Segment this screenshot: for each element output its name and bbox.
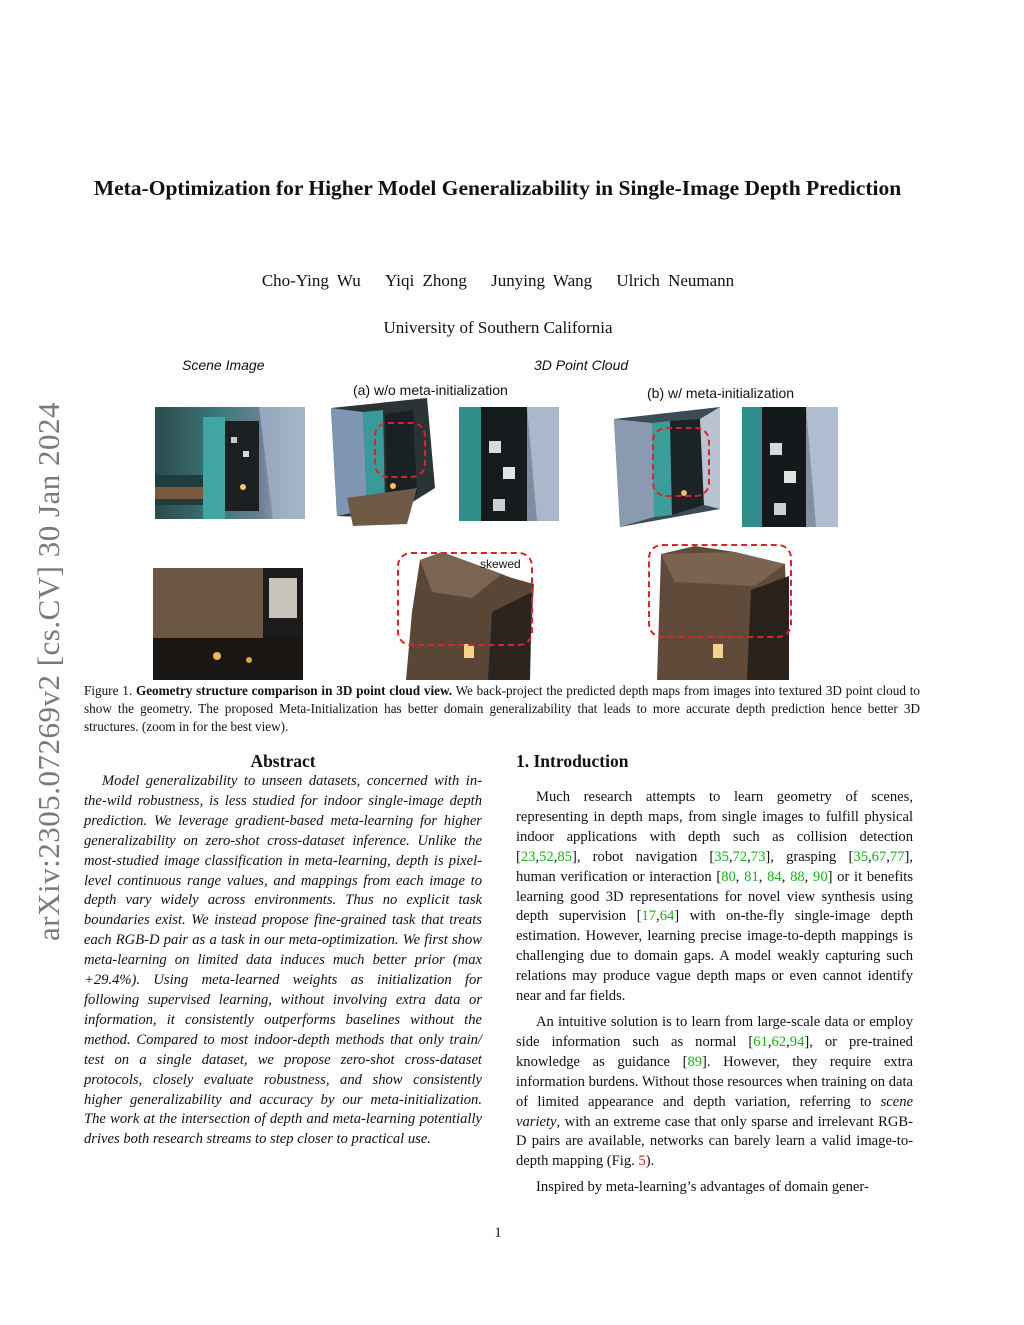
highlight-box-a-1: [374, 422, 426, 478]
citation-link[interactable]: 17: [641, 908, 657, 925]
citation-link[interactable]: 88: [790, 868, 805, 885]
intro-paragraph-3: Inspired by meta-learning’s advantages of domain gener-: [536, 1179, 869, 1196]
scene-image-2: [153, 568, 303, 680]
citation-link[interactable]: 90: [813, 868, 828, 885]
caption-bold: Geometry structure comparison in 3D point cloud view.: [135, 683, 453, 698]
emphasis: scene variety: [516, 1093, 913, 1130]
citation-link[interactable]: 77: [889, 848, 905, 865]
figure-label-a: (a) w/o meta-initialization: [353, 382, 508, 398]
citation-link[interactable]: 62: [771, 1033, 787, 1050]
citation-link[interactable]: 52: [539, 848, 554, 865]
citation-link[interactable]: 84: [767, 868, 782, 885]
citation-link[interactable]: 67: [871, 848, 887, 865]
citation-link[interactable]: 23: [520, 848, 536, 865]
citation-link[interactable]: 81: [744, 868, 759, 885]
highlight-box-b-1: [652, 427, 710, 497]
citation-link[interactable]: 72: [732, 848, 748, 865]
highlight-box-b-2: [648, 544, 792, 638]
intro-paragraph-1: Much research attempts to learn geometry of scenes, representing in depth maps, from single images to fulfill physical indoor applications with depth such as collision detection [23,52,85], robot navigation [35,72,73], grasping [35,67,77], human verification or interaction [80, 81, 84, 88, 90] or it benefits learning good 3D representations for novel view synthesis using depth supervision [17,64] with on-the-fly single-image depth estimation. However, learning precise image-to-depth mappings is challenging due to domain gaps. A model weakly capturing such relations may produce vague depth maps or even cannot identify near and far fields.: [516, 789, 914, 1005]
abstract-text: Model generalizability to unseen datasets, concerned with in-the-wild robustness, is less studied for indoor single-image depth prediction. We leverage gradient-based meta-learning for higher generalizability on zero-shot cross-dataset inference. Unlike the most-studied image classification in meta-learning, depth is pixel-level continuous range values, and mappings from each image to depth vary widely across environments. Thus no explicit task boundaries exist. We instead propose fine-grained task that treats each RGB-D pair as a task in our meta-optimization. We first show meta-learning on limited data induces much better prior (max +29.4%). Using meta-learned weights as initialization for following supervised learning, without involving extra data or information, it consistently outperforms baselines without the method. Compared to most indoor-depth methods that only train/ test on a single dataset, we propose zero-shot cross-dataset protocols, closely evaluate robustness, and show consistently higher generalizability and accuracy by our meta-initialization. The work at the intersection of depth and meta-learning potentially drives both research streams to step closer to practical use.: [84, 773, 482, 1148]
citation-link[interactable]: 85: [557, 848, 572, 865]
paper-title: Meta-Optimization for Higher Model Generalizability in Single-Image Depth Prediction: [93, 176, 902, 200]
figure-label-scene: Scene Image: [182, 357, 265, 373]
citation-link[interactable]: 73: [750, 848, 766, 865]
point-cloud-a-2: [459, 407, 559, 521]
author-1: Cho-Ying Wu: [261, 271, 361, 290]
citation-link[interactable]: 35: [714, 848, 729, 865]
citation-link[interactable]: 64: [659, 908, 675, 925]
scene-image-1: [155, 407, 305, 519]
intro-paragraph-2: An intuitive solution is to learn from large-scale data or employ side information such as normal [61,62,94], or pre-trained knowledge as guidance [89]. However, they require extra information burdens. Without those resources when training on data of limited appearance and depth variation, referring to scene variety, with an extreme case that only sparse and irrelevant RGB-D pairs are available, networks can barely learn a valid image-to-depth mapping (Fig. 5).: [516, 1013, 913, 1170]
figure-caption: [84, 682, 920, 736]
citation-link[interactable]: 61: [753, 1033, 768, 1050]
citation-link[interactable]: 80: [721, 868, 736, 885]
abstract-heading: Abstract: [250, 751, 316, 771]
arxiv-stamp: arXiv:2305.07269v2 [cs.CV] 30 Jan 2024: [31, 401, 66, 941]
figure-ref-link[interactable]: 5: [638, 1153, 646, 1170]
affiliation: University of Southern California: [383, 318, 613, 337]
page-number: 1: [494, 1225, 502, 1241]
point-cloud-b-2: [742, 407, 838, 527]
caption-prefix: Figure 1.: [84, 683, 136, 698]
intro-body: [516, 788, 913, 1204]
author-3: Junying Wang: [491, 271, 593, 290]
author-2: Yiqi Zhong: [384, 271, 467, 290]
caption-rest: We back-project the predicted depth maps from images into textured 3D point cloud to show the geometry. The proposed Meta-Initialization has better domain generalizability that leads to more accurate depth prediction hence better 3D structures. (zoom in for the best view).: [84, 683, 921, 734]
author-list: [0, 271, 996, 291]
figure-label-point-cloud: 3D Point Cloud: [534, 357, 629, 373]
intro-heading: 1. Introduction: [516, 751, 629, 771]
author-4: Ulrich Neumann: [616, 271, 735, 290]
citation-link[interactable]: 89: [687, 1053, 703, 1070]
citation-link[interactable]: 35: [853, 848, 868, 865]
figure-label-skewed: skewed: [480, 557, 521, 571]
citation-link[interactable]: 94: [789, 1033, 805, 1050]
figure-label-b: (b) w/ meta-initialization: [647, 385, 795, 401]
